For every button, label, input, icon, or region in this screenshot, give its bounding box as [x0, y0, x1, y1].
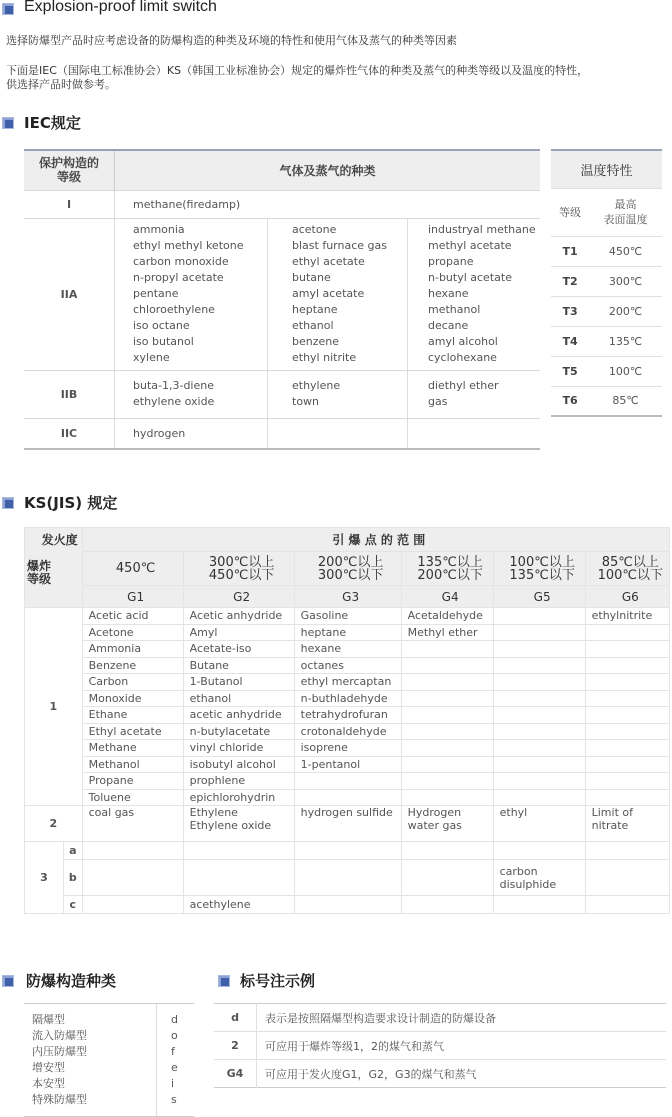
iec-bullet-icon: [2, 117, 14, 129]
iec-table: [24, 149, 540, 450]
iec-col-group: 保护构造的 等级: [24, 150, 115, 190]
ks-cell: coal gas: [82, 806, 183, 842]
ks-cell: [585, 723, 669, 740]
ks-cell: [294, 842, 401, 860]
iec-group-I: I: [24, 190, 115, 218]
type-name: 流入防爆型: [32, 1029, 87, 1042]
iec-col-gas: 气体及蒸气的种类: [115, 150, 541, 190]
ks-cell: ethyl mercaptan: [294, 674, 401, 691]
ks-cell: [401, 860, 493, 896]
ks-cell: [585, 641, 669, 658]
iec-cell: methane(firedamp): [115, 190, 541, 218]
ks-cell: [183, 842, 294, 860]
ks-cell: Toluene: [82, 789, 183, 806]
ks-cell: [401, 842, 493, 860]
ks-table: [24, 527, 670, 914]
type-code: e: [171, 1061, 178, 1074]
ks-corner-top: 发火度: [41, 533, 78, 547]
ks-cell: tetrahydrofuran: [294, 707, 401, 724]
ks-cell: [401, 756, 493, 773]
marking-desc: 可应用于发火度G1，G2，G3的煤气和蒸气: [265, 1067, 477, 1081]
iec-cell: [408, 418, 541, 449]
ks-cell: ethanol: [183, 690, 294, 707]
ks-cell: [493, 789, 585, 806]
iec-heading: IEC规定: [24, 114, 81, 132]
ks-cell: vinyl chloride: [183, 740, 294, 757]
ks-cell: [183, 860, 294, 896]
type-name: 内压防爆型: [32, 1045, 87, 1058]
type-code: d: [171, 1013, 178, 1026]
iec-cell: hydrogen: [115, 418, 268, 449]
iec-cell: ethylene town: [268, 370, 408, 418]
ks-cell: [401, 707, 493, 724]
ks-cell: [585, 657, 669, 674]
ks-temp: 300℃以上 450℃以下: [183, 552, 294, 586]
ks-cell: [493, 674, 585, 691]
ks-cell: n-butylacetate: [183, 723, 294, 740]
temp-class: T1: [551, 236, 589, 266]
ks-cell: Acetaldehyde: [401, 608, 493, 625]
temperature-table: [551, 149, 662, 417]
type-name: 隔爆型: [32, 1013, 65, 1026]
ks-cell: [493, 641, 585, 658]
ks-cell: Gasoline: [294, 608, 401, 625]
ks-cell: [82, 842, 183, 860]
ks-cell: [493, 842, 585, 860]
ks-cell: [585, 860, 669, 896]
ks-cell: heptane: [294, 624, 401, 641]
ks-cell: octanes: [294, 657, 401, 674]
ks-subclass: a: [64, 842, 83, 860]
type-code: s: [171, 1093, 177, 1106]
note-line-1: 下面是IEC（国际电工标准协会）KS（韩国工业标准协会）规定的爆炸性气体的种类及蒸气的种类等级以及温度的特性，: [6, 64, 589, 77]
ks-class-label: 1: [25, 608, 83, 806]
temp-title: 温度特性: [551, 150, 662, 188]
ks-range-title: 引 爆 点 的 范 围: [82, 528, 669, 552]
ks-cell: hexane: [294, 641, 401, 658]
ks-cell: Benzene: [82, 657, 183, 674]
page-title: Explosion-proof limit switch: [24, 0, 217, 15]
ks-cell: Hydrogen water gas: [401, 806, 493, 842]
ks-cell: Acetone: [82, 624, 183, 641]
ks-cell: Methane: [82, 740, 183, 757]
ks-cell: Acetate-iso: [183, 641, 294, 658]
ks-cell: Monoxide: [82, 690, 183, 707]
iec-group-IIB: IIB: [24, 370, 115, 418]
temp-value: 100℃: [589, 356, 662, 386]
ks-cell: [585, 896, 669, 914]
ks-cell: [585, 624, 669, 641]
note-line-2: 供选择产品时做参考。: [6, 78, 116, 91]
ks-group: G1: [82, 586, 183, 608]
title-bullet-icon: [2, 3, 14, 15]
ks-cell: [401, 740, 493, 757]
iec-cell: industryal methane methyl acetate propane n-butyl acetate hexane methanol decane amyl alcohol cyclohexane: [408, 218, 541, 370]
ks-cell: 1-Butanol: [183, 674, 294, 691]
temp-value: 135℃: [589, 326, 662, 356]
ks-cell: Acetic acid: [82, 608, 183, 625]
ks-cell: [585, 842, 669, 860]
ks-cell: [82, 860, 183, 896]
marking-desc: 表示是按照隔爆型构造要求设计制造的防爆设备: [265, 1011, 496, 1025]
ks-cell: Butane: [183, 657, 294, 674]
ks-cell: [585, 707, 669, 724]
ks-cell: [401, 674, 493, 691]
ks-cell: crotonaldehyde: [294, 723, 401, 740]
marking-heading: 标号注示例: [240, 972, 316, 990]
temp-col-max: 最高 表面温度: [589, 188, 662, 236]
marking-code: 2: [214, 1032, 257, 1060]
ks-cell: epichlorohydrin: [183, 789, 294, 806]
ks-cell: n-buthladehyde: [294, 690, 401, 707]
ks-cell: [401, 723, 493, 740]
ks-subclass: b: [64, 860, 83, 896]
iec-cell: ammonia ethyl methyl ketone carbon monoxide n-propyl acetate pentane chloroethylene iso octane iso butanol xylene: [115, 218, 268, 370]
type-code: f: [171, 1045, 175, 1058]
types-heading: 防爆构造种类: [26, 972, 117, 990]
ks-temp: 200℃以上 300℃以下: [294, 552, 401, 586]
ks-cell: hydrogen sulfide: [294, 806, 401, 842]
ks-cell: carbon disulphide: [493, 860, 585, 896]
temp-col-class: 等级: [551, 188, 589, 236]
ks-group: G6: [585, 586, 669, 608]
temp-value: 85℃: [589, 386, 662, 416]
marking-bullet-icon: [218, 975, 230, 987]
ks-cell: acetic anhydride: [183, 707, 294, 724]
type-name: 本安型: [32, 1077, 65, 1090]
iec-group-IIA: IIA: [24, 218, 115, 370]
ks-cell: Methanol: [82, 756, 183, 773]
ks-cell: [493, 723, 585, 740]
ks-cell: Ethylene Ethylene oxide: [183, 806, 294, 842]
ks-group: G4: [401, 586, 493, 608]
ks-cell: Amyl: [183, 624, 294, 641]
ks-cell: Methyl ether: [401, 624, 493, 641]
ks-cell: ethyl: [493, 806, 585, 842]
ks-cell: prophlene: [183, 773, 294, 790]
ks-cell: [493, 756, 585, 773]
iec-cell: buta-1,3-diene ethylene oxide: [115, 370, 268, 418]
ks-cell: [401, 657, 493, 674]
iec-cell: diethyl ether gas: [408, 370, 541, 418]
ks-cell: [294, 789, 401, 806]
ks-cell: [493, 707, 585, 724]
type-name: 特殊防爆型: [32, 1093, 87, 1106]
ks-cell: isobutyl alcohol: [183, 756, 294, 773]
ks-cell: [585, 674, 669, 691]
types-divider: [156, 1004, 157, 1116]
ks-subclass: c: [64, 896, 83, 914]
ks-cell: [585, 756, 669, 773]
ks-cell: [294, 896, 401, 914]
ks-cell: [493, 608, 585, 625]
types-box: [24, 1003, 194, 1117]
ks-cell: [493, 657, 585, 674]
marking-code: d: [214, 1004, 257, 1032]
ks-cell: Ethyl acetate: [82, 723, 183, 740]
ks-cell: Acetic anhydride: [183, 608, 294, 625]
ks-cell: [585, 773, 669, 790]
ks-group: G2: [183, 586, 294, 608]
temp-class: T5: [551, 356, 589, 386]
temp-class: T6: [551, 386, 589, 416]
iec-cell: acetone blast furnace gas ethyl acetate butane amyl acetate heptane ethanol benzene ethyl nitrite: [268, 218, 408, 370]
ks-corner: [25, 528, 83, 608]
ks-class-label: 2: [25, 806, 83, 842]
type-code: o: [171, 1029, 178, 1042]
ks-cell: 1-pentanol: [294, 756, 401, 773]
ks-cell: [493, 690, 585, 707]
ks-group: G3: [294, 586, 401, 608]
ks-corner-bottom: 爆炸 等级: [27, 559, 52, 586]
ks-cell: ethylnitrite: [585, 608, 669, 625]
ks-cell: Ammonia: [82, 641, 183, 658]
temp-class: T3: [551, 296, 589, 326]
types-bullet-icon: [2, 975, 14, 987]
intro-text: 选择防爆型产品时应考虑设备的防爆构造的种类及环境的特性和使用气体及蒸气的种类等因素: [6, 34, 457, 47]
ks-cell: [82, 896, 183, 914]
ks-temp: 100℃以上 135℃以下: [493, 552, 585, 586]
ks-cell: [493, 624, 585, 641]
ks-cell: [493, 896, 585, 914]
ks-group: G5: [493, 586, 585, 608]
ks-cell: [294, 860, 401, 896]
temp-value: 300℃: [589, 266, 662, 296]
ks-cell: [401, 789, 493, 806]
ks-cell: [585, 690, 669, 707]
temp-value: 200℃: [589, 296, 662, 326]
ks-cell: [493, 740, 585, 757]
ks-cell: [294, 773, 401, 790]
ks-cell: [401, 641, 493, 658]
ks-heading: KS(JIS) 规定: [24, 494, 118, 512]
ks-class-label: 3: [25, 842, 64, 914]
ks-bullet-icon: [2, 497, 14, 509]
ks-temp: 135℃以上 200℃以下: [401, 552, 493, 586]
ks-cell: Limit of nitrate: [585, 806, 669, 842]
ks-cell: [401, 896, 493, 914]
ks-cell: [401, 773, 493, 790]
ks-cell: isoprene: [294, 740, 401, 757]
ks-cell: Ethane: [82, 707, 183, 724]
temp-class: T4: [551, 326, 589, 356]
ks-temp: 450℃: [82, 552, 183, 586]
temp-value: 450℃: [589, 236, 662, 266]
iec-group-IIC: IIC: [24, 418, 115, 449]
ks-cell: acethylene: [183, 896, 294, 914]
marking-code: G4: [214, 1060, 257, 1088]
ks-cell: [401, 690, 493, 707]
ks-temp: 85℃以上 100℃以下: [585, 552, 669, 586]
ks-cell: Carbon: [82, 674, 183, 691]
marking-table: [214, 1003, 666, 1088]
type-code: i: [171, 1077, 175, 1090]
ks-cell: [585, 789, 669, 806]
ks-cell: Propane: [82, 773, 183, 790]
type-name: 增安型: [32, 1061, 65, 1074]
ks-cell: [585, 740, 669, 757]
iec-cell: [268, 418, 408, 449]
ks-cell: [493, 773, 585, 790]
temp-class: T2: [551, 266, 589, 296]
marking-desc: 可应用于爆炸等级1，2的煤气和蒸气: [265, 1039, 444, 1053]
